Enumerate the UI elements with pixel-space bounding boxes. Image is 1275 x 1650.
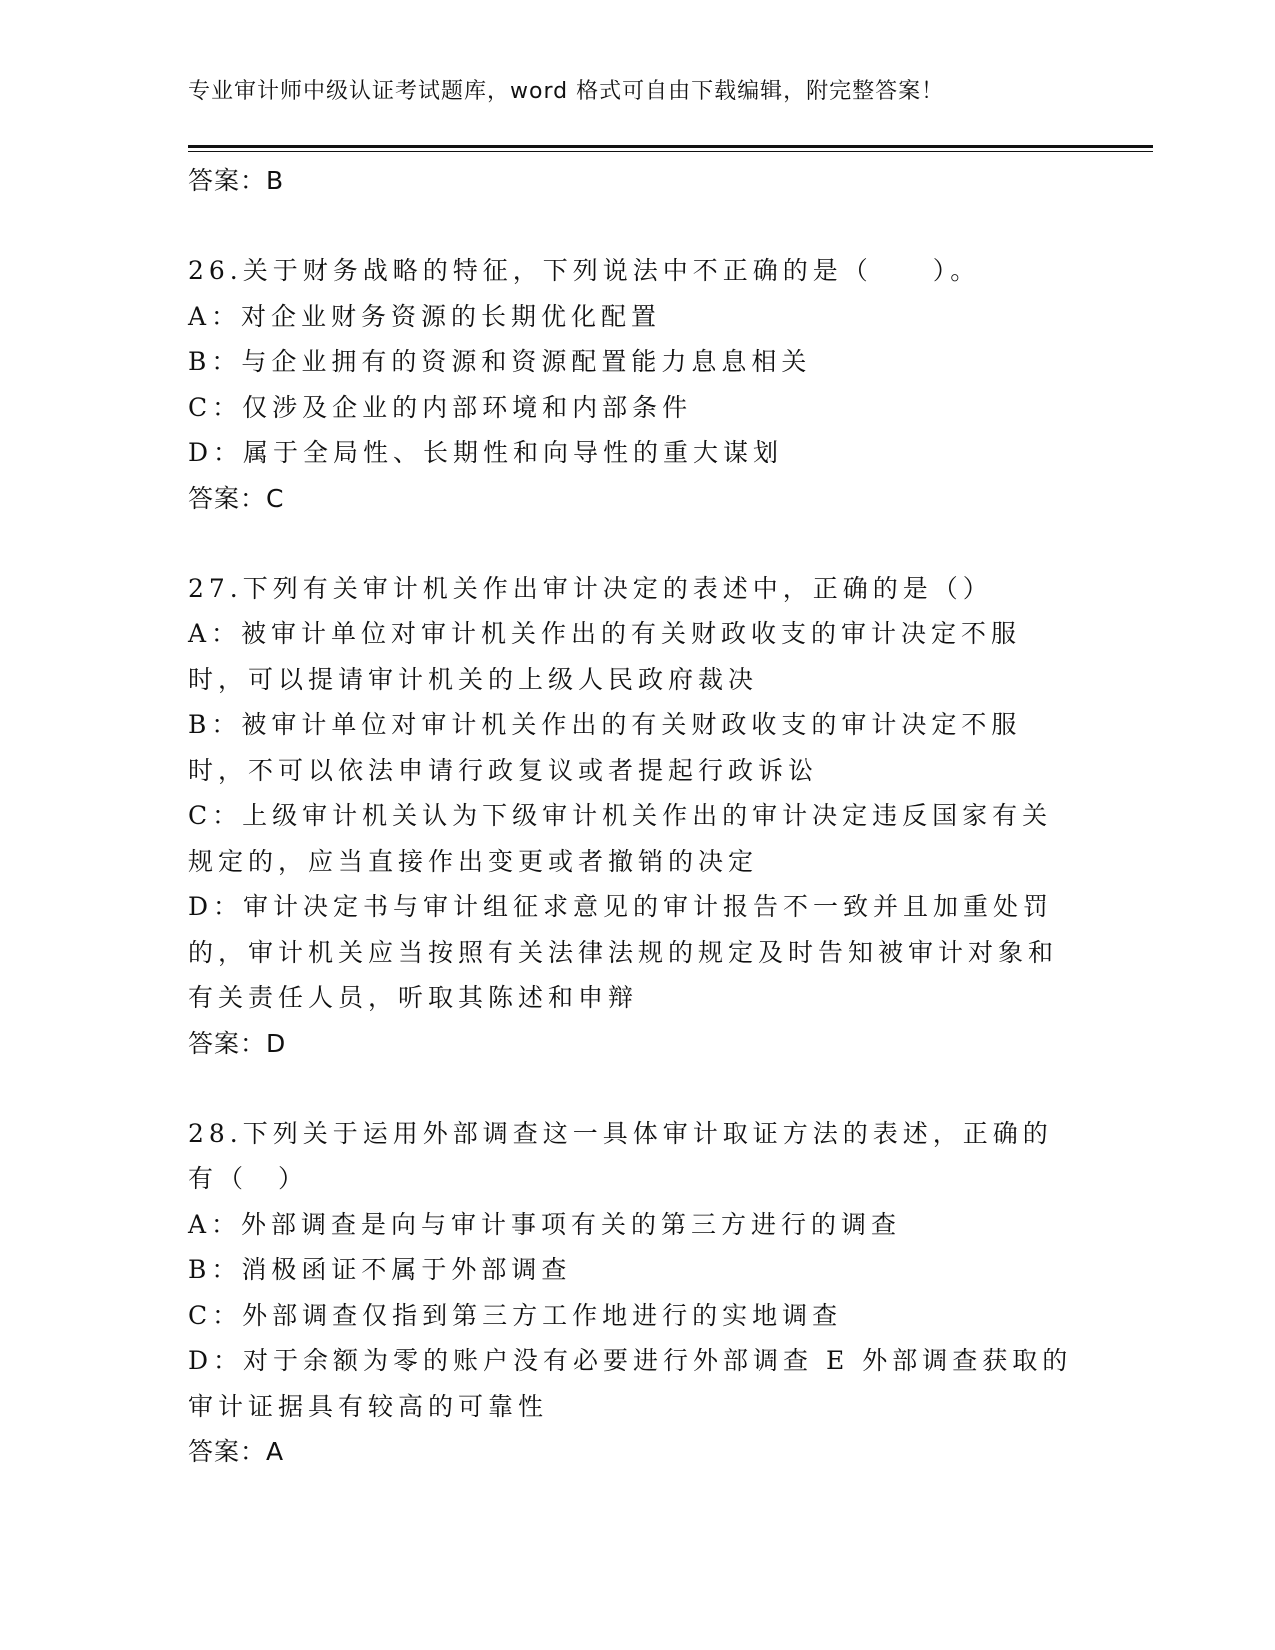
answer: 答案：A (188, 1437, 285, 1466)
option-d: D：审计决定书与审计组征求意见的审计报告不一致并且加重处罚的，审计机关应当按照有关法律法规的规定及时告知被审计对象和有关责任人员，听取其陈述和申辩 (188, 892, 1059, 1012)
option-c: C：上级审计机关认为下级审计机关作出的审计决定违反国家有关规定的，应当直接作出变更或者撤销的决定 (188, 801, 1053, 876)
header-rule-thin (188, 151, 1153, 152)
question-stem: 28.下列关于运用外部调查这一具体审计取证方法的表述，正确的有（ ） (188, 1118, 1053, 1193)
answer: 答案：D (188, 1028, 287, 1058)
spacer (188, 1067, 1078, 1111)
question-27 (188, 566, 1078, 1067)
spacer (188, 204, 1078, 248)
option-d: D：属于全局性、长期性和向导性的重大谋划 (188, 438, 784, 467)
option-c: C：外部调查仅指到第三方工作地进行的实地调查 (188, 1300, 843, 1330)
question-26 (188, 248, 1078, 522)
option-d: D：对于余额为零的账户没有必要进行外部调查 E 外部调查获取的审计证据具有较高的可靠性 (188, 1346, 1073, 1421)
option-c: C：仅涉及企业的内部环境和内部条件 (188, 392, 693, 422)
header-rule-thick (188, 145, 1153, 148)
question-stem: 26.关于财务战略的特征，下列说法中不正确的是（ ）。 (188, 256, 981, 285)
question-stem: 27.下列有关审计机关作出审计决定的表述中，正确的是（） (188, 573, 993, 603)
option-a: A：外部调查是向与审计事项有关的第三方进行的调查 (188, 1209, 902, 1239)
question-list (188, 158, 1078, 1475)
option-b: B：被审计单位对审计机关作出的有关财政收支的审计决定不服时，不可以依法申请行政复议或者提起行政诉讼 (188, 710, 1022, 785)
answer: 答案：C (188, 483, 285, 513)
option-b: B：消极函证不属于外部调查 (188, 1255, 572, 1284)
option-b: B：与企业拥有的资源和资源配置能力息息相关 (188, 347, 812, 376)
question-28 (188, 1111, 1078, 1476)
answer-25: 答案：B (188, 166, 285, 195)
option-a: A：对企业财务资源的长期优化配置 (188, 301, 662, 331)
spacer (188, 522, 1078, 566)
option-a: A：被审计单位对审计机关作出的有关财政收支的审计决定不服时，可以提请审计机关的上级人民政府裁决 (188, 619, 1022, 694)
page-header: 专业审计师中级认证考试题库，word 格式可自由下载编辑，附完整答案！ (188, 79, 945, 104)
